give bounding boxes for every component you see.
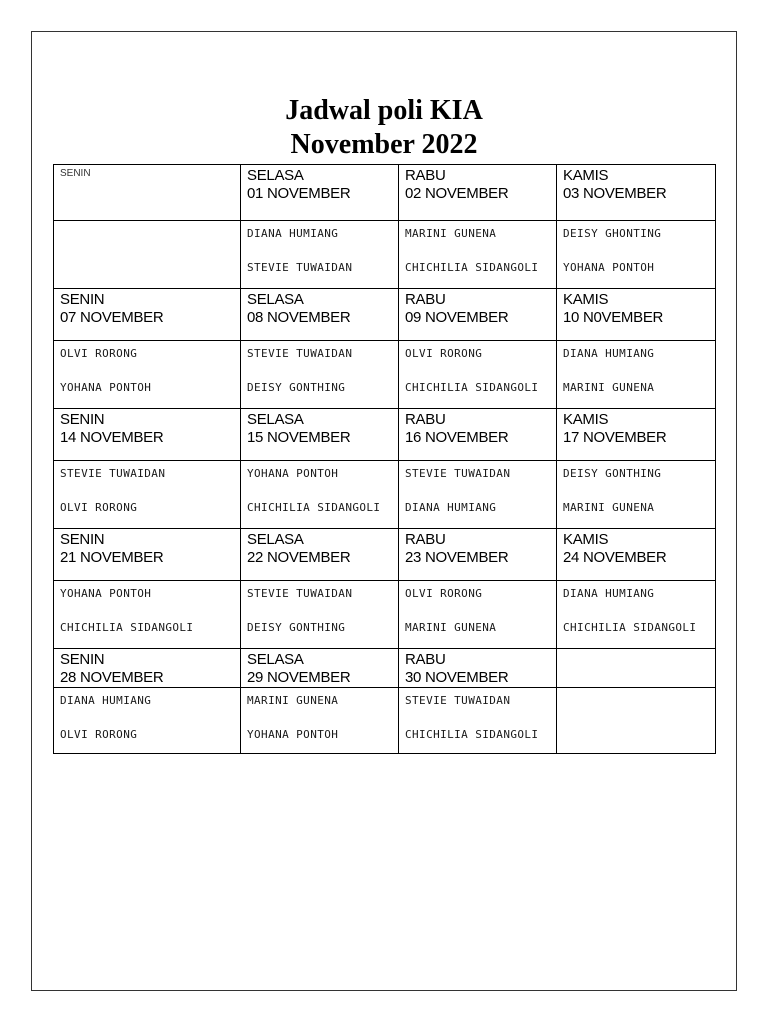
staff-name: OLVI RORONG <box>405 347 483 360</box>
week-4-senin-names <box>54 581 241 649</box>
week-5-empty-names <box>557 688 716 754</box>
schedule-table <box>53 164 716 754</box>
date-label: 23 NOVEMBER <box>405 549 509 566</box>
day-label: SENIN <box>60 531 105 548</box>
week-4-selasa-names <box>241 581 399 649</box>
day-label: RABU <box>405 651 446 668</box>
staff-name: CHICHILIA SIDANGOLI <box>60 621 194 634</box>
week-3-rabu-header <box>399 409 557 461</box>
week-4-selasa-header <box>241 529 399 581</box>
staff-name: YOHANA PONTOH <box>60 381 152 394</box>
week-4-rabu-names <box>399 581 557 649</box>
week-5-names-row <box>54 688 716 754</box>
day-label: KAMIS <box>563 411 609 428</box>
day-label: SELASA <box>247 651 304 668</box>
day-label: SELASA <box>247 531 304 548</box>
date-label: 01 NOVEMBER <box>247 185 351 202</box>
week-2-header-row <box>54 289 716 341</box>
day-label: SELASA <box>247 411 304 428</box>
date-label: 17 NOVEMBER <box>563 429 667 446</box>
staff-name: STEVIE TUWAIDAN <box>405 467 511 480</box>
title-line-2: November 2022 <box>290 129 478 160</box>
week-2-kamis-header <box>557 289 716 341</box>
staff-name: CHICHILIA SIDANGOLI <box>405 381 539 394</box>
week-2-rabu-names <box>399 341 557 409</box>
staff-name: STEVIE TUWAIDAN <box>247 261 353 274</box>
week-4-kamis-names <box>557 581 716 649</box>
staff-name: MARINI GUNENA <box>405 621 497 634</box>
day-label: KAMIS <box>563 291 609 308</box>
day-label: SENIN <box>60 411 105 428</box>
week-1-kamis-names <box>557 221 716 289</box>
staff-name: YOHANA PONTOH <box>563 261 655 274</box>
staff-name: DIANA HUMIANG <box>563 587 655 600</box>
week-3-selasa-names <box>241 461 399 529</box>
date-label: 21 NOVEMBER <box>60 549 164 566</box>
date-label: 24 NOVEMBER <box>563 549 667 566</box>
week-5-senin-header <box>54 649 241 688</box>
staff-name: OLVI RORONG <box>60 347 138 360</box>
day-label: KAMIS <box>563 531 609 548</box>
staff-name: DIANA HUMIANG <box>405 501 497 514</box>
title-line-1: Jadwal poli KIA <box>285 95 483 126</box>
week-1-selasa-names <box>241 221 399 289</box>
week-1-kamis-header <box>557 165 716 221</box>
date-label: 03 NOVEMBER <box>563 185 667 202</box>
staff-name: OLVI RORONG <box>60 728 138 741</box>
day-label: SELASA <box>247 291 304 308</box>
week-4-kamis-header <box>557 529 716 581</box>
week-4-header-row <box>54 529 716 581</box>
week-4-names-row <box>54 581 716 649</box>
week-3-kamis-names <box>557 461 716 529</box>
week-5-senin-names <box>54 688 241 754</box>
staff-name: OLVI RORONG <box>405 587 483 600</box>
week-4-rabu-header <box>399 529 557 581</box>
date-label: 16 NOVEMBER <box>405 429 509 446</box>
week-1-names-row <box>54 221 716 289</box>
date-label: 10 N0VEMBER <box>563 309 664 326</box>
date-label: 14 NOVEMBER <box>60 429 164 446</box>
staff-name: STEVIE TUWAIDAN <box>247 347 353 360</box>
date-label: 28 NOVEMBER <box>60 669 164 686</box>
day-label: KAMIS <box>563 167 609 184</box>
week-1-rabu-names <box>399 221 557 289</box>
week-4-senin-header <box>54 529 241 581</box>
staff-name: CHICHILIA SIDANGOLI <box>563 621 697 634</box>
staff-name: DEISY GONTHING <box>563 467 662 480</box>
week-3-header-row <box>54 409 716 461</box>
staff-name: DIANA HUMIANG <box>247 227 339 240</box>
week-3-senin-names <box>54 461 241 529</box>
staff-name: MARINI GUNENA <box>405 227 497 240</box>
day-label: RABU <box>405 531 446 548</box>
week-5-selasa-header <box>241 649 399 688</box>
date-label: 02 NOVEMBER <box>405 185 509 202</box>
week-1-selasa-header <box>241 165 399 221</box>
day-label: RABU <box>405 291 446 308</box>
week-3-selasa-header <box>241 409 399 461</box>
staff-name: STEVIE TUWAIDAN <box>247 587 353 600</box>
date-label: 29 NOVEMBER <box>247 669 351 686</box>
staff-name: DIANA HUMIANG <box>60 694 152 707</box>
week-5-rabu-names <box>399 688 557 754</box>
staff-name: STEVIE TUWAIDAN <box>60 467 166 480</box>
staff-name: CHICHILIA SIDANGOLI <box>405 728 539 741</box>
date-label: 30 NOVEMBER <box>405 669 509 686</box>
date-label: 15 NOVEMBER <box>247 429 351 446</box>
week-3-rabu-names <box>399 461 557 529</box>
staff-name: MARINI GUNENA <box>563 381 655 394</box>
staff-name: STEVIE TUWAIDAN <box>405 694 511 707</box>
week-2-selasa-header <box>241 289 399 341</box>
day-label: SENIN <box>60 168 91 179</box>
week-2-senin-header <box>54 289 241 341</box>
week-5-empty-header <box>557 649 716 688</box>
week-2-kamis-names <box>557 341 716 409</box>
date-label: 08 NOVEMBER <box>247 309 351 326</box>
week-2-names-row <box>54 341 716 409</box>
week-1-rabu-header <box>399 165 557 221</box>
week-2-rabu-header <box>399 289 557 341</box>
staff-name: DEISY GONTHING <box>247 381 346 394</box>
staff-name: MARINI GUNENA <box>247 694 339 707</box>
week-2-selasa-names <box>241 341 399 409</box>
day-label: RABU <box>405 411 446 428</box>
week-5-selasa-names <box>241 688 399 754</box>
day-label: RABU <box>405 167 446 184</box>
staff-name: YOHANA PONTOH <box>247 467 339 480</box>
week-1-header-row <box>54 165 716 221</box>
week-3-names-row <box>54 461 716 529</box>
staff-name: CHICHILIA SIDANGOLI <box>247 501 381 514</box>
date-label: 07 NOVEMBER <box>60 309 164 326</box>
week-2-senin-names <box>54 341 241 409</box>
day-label: SENIN <box>60 291 105 308</box>
page-title <box>0 94 768 162</box>
staff-name: DEISY GONTHING <box>247 621 346 634</box>
week-5-header-row <box>54 649 716 688</box>
staff-name: YOHANA PONTOH <box>60 587 152 600</box>
week-5-rabu-header <box>399 649 557 688</box>
staff-name: DEISY GHONTING <box>563 227 662 240</box>
day-label: SENIN <box>60 651 105 668</box>
staff-name: DIANA HUMIANG <box>563 347 655 360</box>
week-1-senin-header <box>54 165 241 221</box>
date-label: 09 NOVEMBER <box>405 309 509 326</box>
day-label: SELASA <box>247 167 304 184</box>
week-3-kamis-header <box>557 409 716 461</box>
date-label: 22 NOVEMBER <box>247 549 351 566</box>
staff-name: MARINI GUNENA <box>563 501 655 514</box>
week-3-senin-header <box>54 409 241 461</box>
staff-name: CHICHILIA SIDANGOLI <box>405 261 539 274</box>
staff-name: YOHANA PONTOH <box>247 728 339 741</box>
staff-name: OLVI RORONG <box>60 501 138 514</box>
week-1-senin-names <box>54 221 241 289</box>
